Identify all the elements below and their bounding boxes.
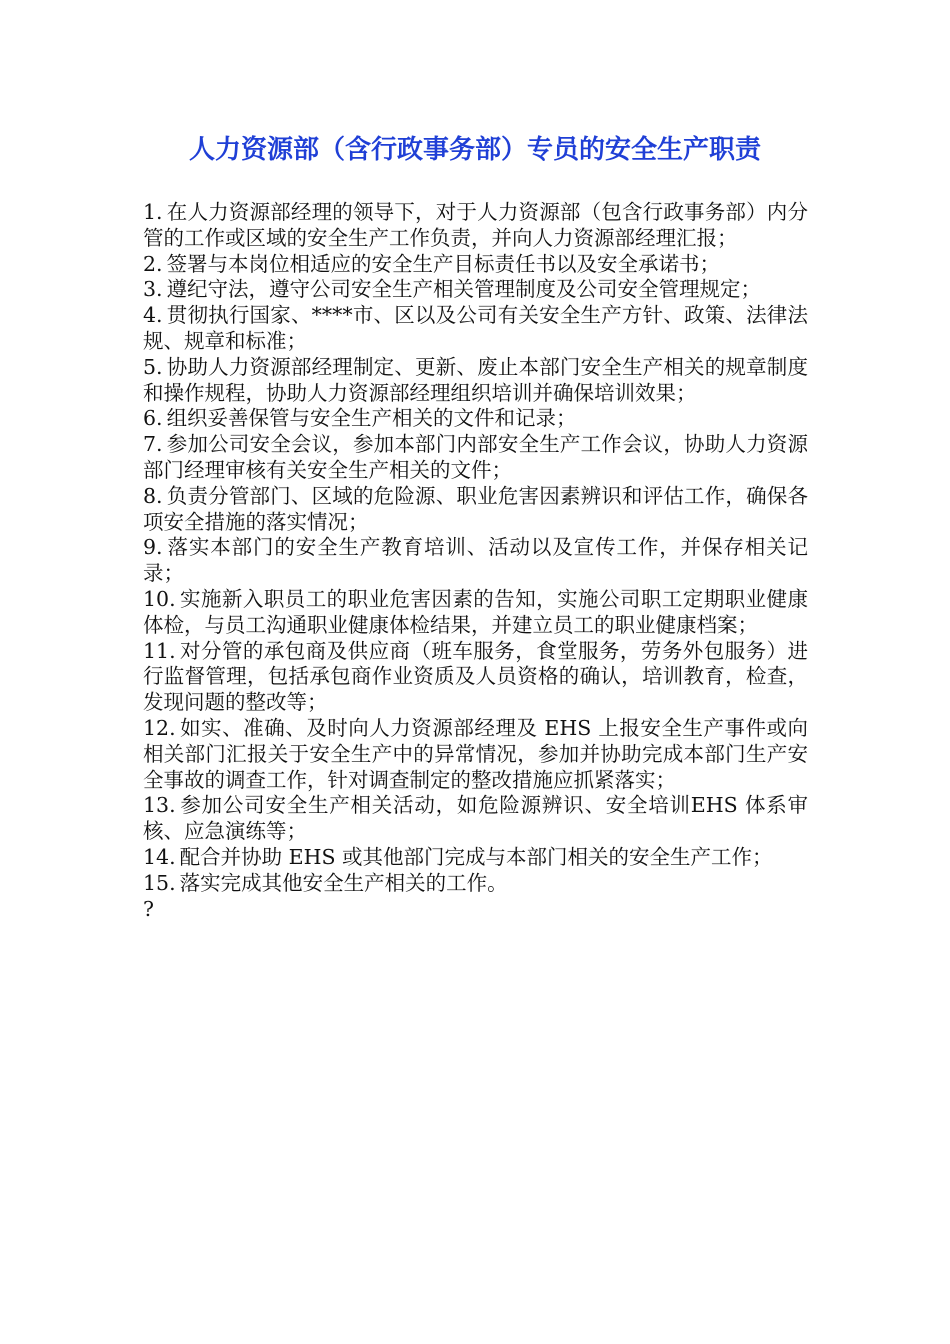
list-item-number: 5.	[143, 354, 163, 379]
list-item	[143, 355, 808, 407]
list-item	[143, 871, 808, 897]
list-item	[143, 793, 808, 845]
document-title: 人力资源部（含行政事务部）专员的安全生产职责	[188, 135, 761, 165]
list-item	[143, 252, 808, 278]
list-item-text: 配合并协助 EHS 或其他部门完成与本部门相关的安全生产工作；	[179, 844, 773, 869]
list-item-text: 贯彻执行国家、****市、区以及公司有关安全生产方针、政策、法律法规、规章和标准；	[143, 303, 808, 353]
list-item	[143, 484, 808, 536]
list-item-number: 11.	[143, 638, 176, 663]
list-item	[143, 716, 808, 793]
list-item-number: 10.	[143, 586, 176, 611]
list-item-number: 6.	[143, 406, 163, 431]
list-item-number: 9.	[143, 535, 163, 560]
list-item-text: 落实本部门的安全生产教育培训、活动以及宣传工作，并保存相关记录；	[143, 535, 808, 586]
list-item-text: 如实、准确、及时向人力资源部经理及 EHS 上报安全生产事件或向相关部门汇报关于安全生产中的异常情况，参加并协助完成本部门生产安全事故的调查工作，针对调查制定的整改措施应抓紧落实；	[143, 715, 808, 792]
list-item	[143, 200, 808, 252]
list-item-number: 7.	[143, 432, 163, 457]
list-item-text: 签署与本岗位相适应的安全生产目标责任书以及安全承诺书；	[166, 251, 721, 276]
list-item-text: 参加公司安全会议，参加本部门内部安全生产工作会议，协助人力资源部门经理审核有关安全生产相关的文件；	[143, 432, 808, 482]
list-item	[143, 432, 808, 484]
list-item-text: 落实完成其他安全生产相关的工作。	[179, 870, 508, 895]
list-item-number: 3.	[143, 277, 163, 302]
list-item-number: 2.	[143, 251, 163, 276]
list-item-number: 8.	[143, 483, 163, 508]
list-item-text: 协助人力资源部经理制定、更新、废止本部门安全生产相关的规章制度和操作规程，协助人力资源部经理组织培训并确保培训效果；	[143, 354, 808, 405]
list-item-text: 对分管的承包商及供应商（班车服务，食堂服务，劳务外包服务）进行监督管理，包括承包商作业资质及人员资格的确认，培训教育，检查，发现问题的整改等；	[143, 638, 808, 715]
list-item-text: 负责分管部门、区域的危险源、职业危害因素辨识和评估工作，确保各项安全措施的落实情况；	[143, 483, 808, 534]
list-item	[143, 587, 808, 639]
document-body	[143, 200, 808, 922]
list-item	[143, 535, 808, 587]
list-item-number: 13.	[143, 793, 176, 818]
list-item-text: 组织妥善保管与安全生产相关的文件和记录；	[166, 406, 577, 431]
list-item-text: 参加公司安全生产相关活动，如危险源辨识、安全培训EHS 体系审核、应急演练等；	[143, 793, 808, 844]
list-item-number: 12.	[143, 715, 176, 740]
list-item-number: 4.	[143, 303, 163, 328]
list-item-text: 遵纪守法，遵守公司安全生产相关管理制度及公司安全管理规定；	[166, 277, 762, 302]
trailing-mark: ?	[143, 896, 154, 921]
list-item	[143, 277, 808, 303]
list-item	[143, 303, 808, 355]
list-item-text: 在人力资源部经理的领导下，对于人力资源部（包含行政事务部）内分管的工作或区域的安全生产工作负责，并向人力资源部经理汇报；	[143, 200, 808, 250]
list-item-text: 实施新入职员工的职业危害因素的告知，实施公司职工定期职业健康体检，与员工沟通职业健康体检结果，并建立员工的职业健康档案；	[143, 586, 808, 637]
list-item-number: 1.	[143, 200, 163, 224]
list-item	[143, 845, 808, 871]
list-item-number: 15.	[143, 870, 176, 895]
list-item	[143, 639, 808, 716]
list-item-number: 14.	[143, 844, 176, 869]
list-item	[143, 406, 808, 432]
